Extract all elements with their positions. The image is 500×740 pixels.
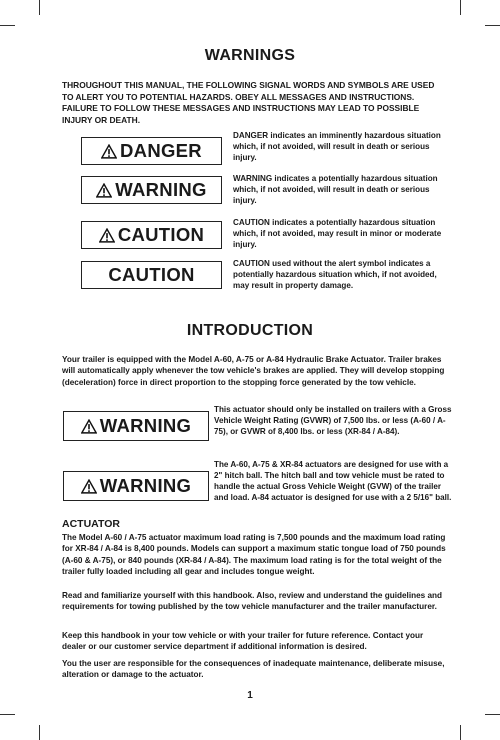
intro-warning-text-2: The A-60, A-75 & XR-84 actuators are designed for use with a 2" hitch ball. The hitch ball and tow vehicle must be rated to handle the actual Gross Vehicle Weight (GVW) of the trailer and load. A-84 actuator is designed for use with a 2 5/16" ball.	[214, 460, 452, 502]
alert-triangle-icon	[81, 419, 97, 434]
alert-triangle-icon	[101, 144, 117, 159]
intro-warning-box-1	[63, 411, 209, 441]
warnings-intro: THROUGHOUT THIS MANUAL, THE FOLLOWING SIGNAL WORDS AND SYMBOLS ARE USED TO ALERT YOU TO POTENTIAL HAZARDS. OBEY ALL MESSAGES AND INSTRUCTIONS. FAILURE TO FOLLOW THESE MESSAGES AND INSTRUCTIONS MAY LEAD TO POSSIBLE INJURY OR DEATH.	[62, 80, 435, 125]
crop-mark	[460, 725, 461, 740]
page-title: WARNINGS	[204, 47, 296, 64]
alert-triangle-icon	[96, 183, 112, 198]
actuator-heading: ACTUATOR	[62, 518, 120, 530]
actuator-paragraph: The Model A-60 / A-75 actuator maximum load rating is 7,500 pounds and the maximum load rating for XR-84 / A-84 is 8,400 pounds. Models can support a maximum static tongue load of 750 pounds (A-60 & A-75), or 840 pounds (XR-84 / A-84). The maximum load rating is for the total weight of the trailer fully loaded including all gear and includes tongue weight.	[62, 533, 446, 577]
crop-mark	[485, 25, 500, 26]
actuator-paragraph: Keep this handbook in your tow vehicle or with your trailer for future reference. Contact your dealer or our customer service department if additional information is desired.	[62, 631, 424, 652]
signal-label: DANGER	[120, 140, 202, 161]
actuator-paragraph: You the user are responsible for the consequences of inadequate maintenance, deliberate misuse, alteration or damage to the actuator.	[62, 659, 445, 680]
actuator-paragraph: Read and familiarize yourself with this handbook. Also, review and understand the guidelines and requirements for towing published by the tow vehicle manufacturer and the trailer manufacturer.	[62, 591, 443, 612]
alert-triangle-icon	[81, 479, 97, 494]
page-number: 1	[247, 690, 253, 701]
signal-label: WARNING	[115, 179, 207, 200]
alert-triangle-icon	[99, 228, 115, 243]
caution-noicon-description: CAUTION used without the alert symbol indicates a potentially hazardous situation which, if not avoided, may result in property damage.	[233, 259, 437, 290]
crop-mark	[39, 725, 40, 740]
caution-description: CAUTION indicates a potentially hazardous situation which, if not avoided, may result in minor or moderate injury.	[233, 218, 442, 249]
caution-noicon-signal-box	[81, 261, 222, 289]
crop-mark	[0, 25, 15, 26]
warning-description: WARNING indicates a potentially hazardous situation which, if not avoided, will result in death or serious injury.	[233, 174, 438, 205]
signal-label: CAUTION	[108, 264, 195, 285]
signal-label: WARNING	[99, 475, 192, 496]
danger-signal-box	[81, 137, 222, 165]
caution-signal-box	[81, 221, 222, 249]
crop-mark	[39, 0, 40, 15]
intro-warning-text-1: This actuator should only be installed on trailers with a Gross Vehicle Weight Rating (GVWR) of 7,500 lbs. or less (A-60 / A-75), or GVWR of 8,400 lbs. or less (XR-84 / A-84).	[214, 405, 452, 436]
introduction-title: INTRODUCTION	[186, 322, 314, 339]
crop-mark	[0, 714, 15, 715]
signal-label: CAUTION	[117, 224, 205, 245]
signal-label: WARNING	[99, 415, 192, 436]
warning-signal-box	[81, 176, 222, 204]
intro-warning-box-2	[63, 471, 209, 501]
danger-description: DANGER indicates an imminently hazardous situation which, if not avoided, will result in death or serious injury.	[233, 131, 441, 162]
crop-mark	[485, 714, 500, 715]
introduction-body: Your trailer is equipped with the Model A-60, A-75 or A-84 Hydraulic Brake Actuator. Trailer brakes will automatically apply whenever the tow vehicle's brakes are applied. They will develop stopping (deceleration) force in direct proportion to the stopping force generated by the tow vehicle.	[62, 355, 445, 387]
crop-mark	[460, 0, 461, 15]
